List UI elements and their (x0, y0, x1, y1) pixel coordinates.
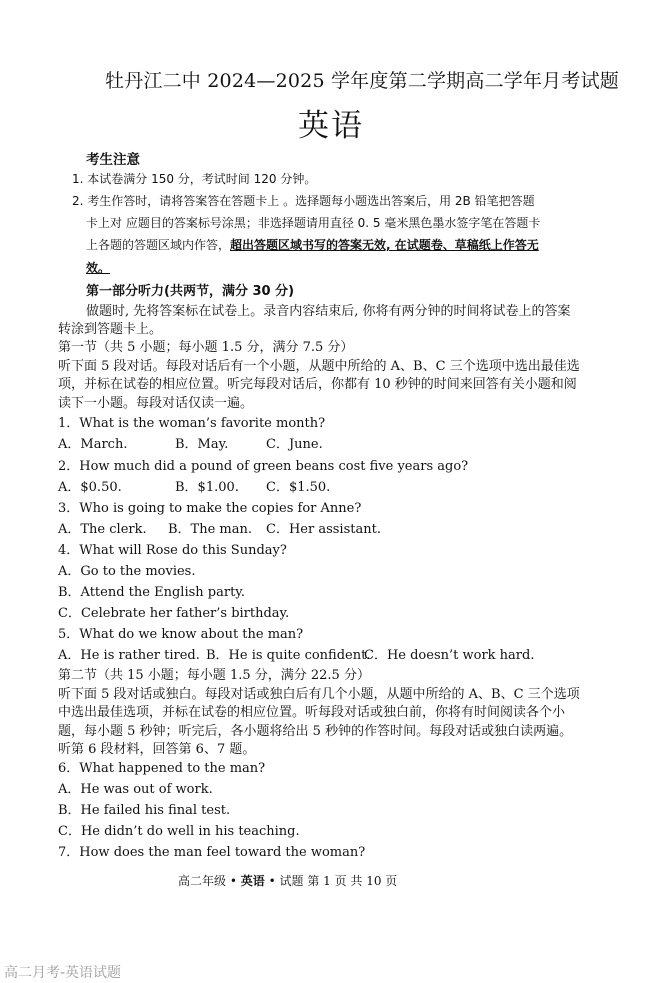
part1-intro-line-2: 转涂到答题卡上。 (58, 322, 163, 337)
section1-instr-line-1: 听下面 5 段对话。每段对话后有一个小题，从题中所给的 A、B、C 三个选项中选出最佳选 (58, 359, 580, 374)
notice-emphasis: 超出答题区域书写的答案无效, 在试题卷、草稿纸上作答无 (230, 238, 539, 252)
page-footer (178, 872, 397, 889)
footer-grade: 高二年级 (178, 874, 227, 888)
notice-item-2-line-4: 效。 (86, 261, 111, 275)
q5-option-b: B．He is quite confident. (206, 648, 371, 663)
part1-heading: 第一部分听力(共两节，满分 30 分) (86, 284, 295, 299)
q6-stem: 6．What happened to the man? (58, 761, 266, 776)
q5-option-c: C．He doesn’t work hard. (364, 648, 535, 663)
notice-heading: 考生注意 (86, 152, 140, 168)
notice-item-2-line-1: 2. 考生作答时，请将答案答在答题卡上 。选择题每小题选出答案后，用 2B 铅笔把答题 (72, 194, 535, 208)
q5-stem: 5．What do we know about the man? (58, 627, 304, 642)
q4-stem: 4．What will Rose do this Sunday? (58, 543, 287, 558)
q6-option-c: C．He didn’t do well in his teaching. (58, 824, 300, 839)
q4-option-b: B．Attend the English party. (58, 585, 246, 600)
q3-option-c: C．Her assistant. (266, 522, 381, 537)
section1-instr-line-3: 读下一小题。每段对话仅读一遍。 (58, 396, 254, 411)
watermark: 高二月考-英语试题 (4, 965, 122, 981)
section2-instr-line-2: 中选出最佳选项，并标在试卷的相应位置。听每段对话或独白前，你将有时间阅读各个小 (58, 705, 566, 720)
q1-stem: 1．What is the woman’s favorite month? (58, 416, 326, 431)
section2-material-6: 听第 6 段材料，回答第 6、7 题。 (58, 742, 256, 757)
section1-instr-line-2: 项，并标在试卷的相应位置。听完每段对话后，你都有 10 秒钟的时间来回答有关小题和阅 (58, 377, 577, 392)
q4-option-a: A．Go to the movies. (58, 564, 196, 579)
q5-option-a: A．He is rather tired. (58, 648, 200, 663)
footer-page-info: 试题 第 1 页 共 10 页 (279, 874, 398, 888)
q1-option-b: B．May. (175, 437, 229, 452)
notice-item-2-text: 上各题的答题区域内作答， (86, 238, 231, 252)
subject-title: 英语 (298, 108, 364, 144)
section2-heading: 第二节（共 15 小题；每小题 1.5 分，满分 22.5 分） (58, 668, 370, 683)
q2-option-c: C．$1.50. (266, 480, 331, 495)
notice-item-1: 1. 本试卷满分 150 分，考试时间 120 分钟。 (72, 172, 317, 186)
section2-instr-line-3: 题，每小题 5 秒钟；听完后，各小题将给出 5 秒钟的作答时间。每段对话或独白读两遍。 (58, 724, 573, 739)
notice-item-2-line-2: 卡上对 应题目的答案标号涂黑；非选择题请用直径 0. 5 毫米黑色墨水签字笔在答题卡 (86, 216, 541, 230)
notice-item-2-line-3 (86, 236, 539, 253)
exam-title: 牡丹江二中 2024—2025 学年度第二学期高二学年月考试题 (105, 70, 619, 92)
q7-stem: 7．How does the man feel toward the woman? (58, 845, 366, 860)
footer-dot: • (268, 874, 276, 888)
q1-option-a: A．March. (58, 437, 128, 452)
section2-instr-line-1: 听下面 5 段对话或独白。每段对话或独白后有几个小题，从题中所给的 A、B、C 三个选项 (58, 687, 580, 702)
q2-option-b: B．$1.00. (175, 480, 239, 495)
footer-subject: 英语 (240, 874, 265, 888)
q6-option-a: A．He was out of work. (58, 782, 213, 797)
footer-dot: • (229, 874, 237, 888)
section1-heading: 第一节（共 5 小题；每小题 1.5 分，满分 7.5 分） (58, 340, 354, 355)
q3-stem: 3．Who is going to make the copies for Anne? (58, 501, 362, 516)
q6-option-b: B．He failed his final test. (58, 803, 231, 818)
q1-option-c: C．June. (266, 437, 323, 452)
q2-stem: 2．How much did a pound of green beans cost five years ago? (58, 459, 469, 474)
q3-option-b: B．The man. (168, 522, 253, 537)
part1-intro-line-1: 做题时, 先将答案标在试卷上。录音内容结束后, 你将有两分钟的时间将试卷上的答案 (86, 304, 571, 319)
q3-option-a: A．The clerk. (58, 522, 147, 537)
q4-option-c: C．Celebrate her father’s birthday. (58, 606, 290, 621)
q2-option-a: A．$0.50. (58, 480, 122, 495)
